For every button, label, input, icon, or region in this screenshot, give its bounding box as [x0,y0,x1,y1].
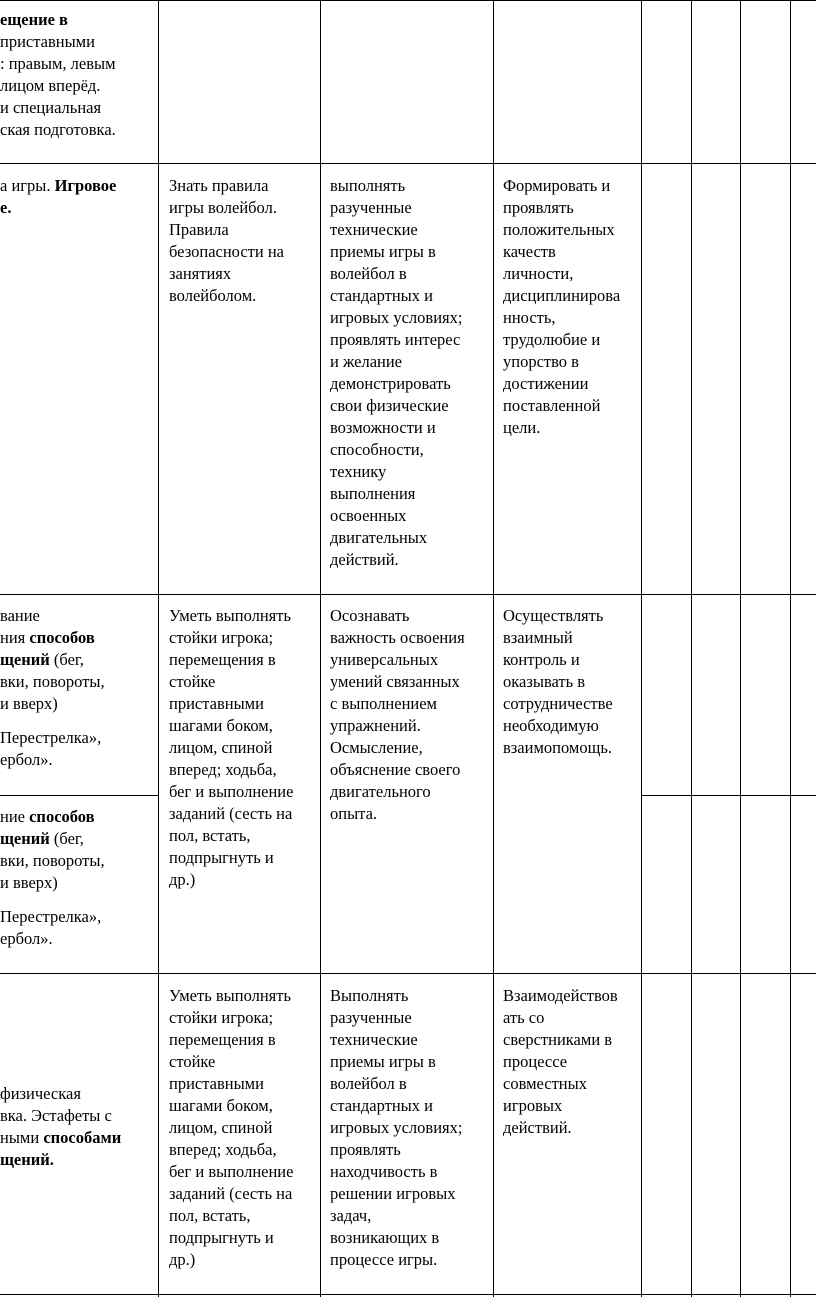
grid-line [0,1294,816,1295]
text-line: цели. [503,418,541,437]
text-line: пол, встать, [169,826,251,845]
text-line [0,671,105,693]
bold-text: способами [43,1128,122,1147]
text-line [0,806,105,828]
text-line [0,693,105,715]
text-segment: лицом вперёд. [0,76,101,95]
text-line: волейбол в [330,264,407,283]
text-line: волейбол в [330,1074,407,1093]
text-line: технику [330,462,387,481]
text-segment: приставными [0,32,95,51]
text-segment: (бег, [49,829,84,848]
text-line: лицом, спиной [169,738,273,757]
text-segment: и специальная [0,98,102,117]
text-line [0,1083,121,1105]
text-line: умений связанных [330,672,460,691]
text-line: заданий (сесть на [169,1184,293,1203]
text-line: приставными [169,1074,264,1093]
text-segment: : правым, левым [0,54,116,73]
bold-text: способов [29,628,95,647]
text-line: достижении [503,374,589,393]
text-line: игровых условиях; [330,308,463,327]
text-line: взаимопомощь. [503,738,612,757]
text-line: заданий (сесть на [169,804,293,823]
bold-text: ещение в [0,10,68,29]
text-line: стойке [169,672,216,691]
row2-topic-cell [0,175,116,219]
text-line: Осмысление, [330,738,423,757]
text-line [0,197,116,219]
grid-line [0,0,816,1]
text-line: Осознавать [330,606,410,625]
text-line: проявлять [330,1140,401,1159]
text-segment: ными [0,1128,44,1147]
text-line: универсальных [330,650,439,669]
text-line: важность освоения [330,628,465,647]
text-line: задач, [330,1206,372,1225]
grid-line [740,0,741,1297]
row2-personal-cell [503,175,620,439]
text-line: упражнений. [330,716,421,735]
text-line: совместных [503,1074,587,1093]
text-line: технические [330,1030,418,1049]
text-segment: ербол». [0,929,53,948]
text-line: контроль и [503,650,580,669]
text-line: Выполнять [330,986,409,1005]
text-line: Осуществлять [503,606,604,625]
text-line: игровых [503,1096,563,1115]
text-line: др.) [169,870,196,889]
grid-line [320,0,321,1297]
text-line: свои физические [330,396,449,415]
row5-topic-cell [0,1083,121,1171]
text-line: бег и выполнение [169,782,294,801]
text-line: объяснение своего [330,760,461,779]
text-line: Уметь выполнять [169,606,291,625]
grid-line [641,0,642,1297]
text-segment: (бег, [49,650,84,669]
text-line: демонстрировать [330,374,451,393]
text-line [0,727,105,749]
text-line: с выполнением [330,694,438,713]
text-line [0,9,116,31]
text-segment: вки, повороты, [0,672,105,691]
text-line [0,119,116,141]
text-line: необходимую [503,716,599,735]
text-line: Формировать и [503,176,611,195]
text-line [0,828,105,850]
text-line [0,53,116,75]
text-line: вперед; ходьба, [169,760,277,779]
text-line: стойки игрока; [169,1008,274,1027]
text-line [0,749,105,771]
text-line [0,1105,121,1127]
text-line: двигательных [330,528,428,547]
text-line [0,97,116,119]
text-line: волейболом. [169,286,257,305]
text-line: шагами боком, [169,1096,273,1115]
row5-skills-cell [330,985,462,1271]
text-line [0,605,105,627]
text-line [0,850,105,872]
text-segment: ербол». [0,750,53,769]
text-segment: физическая [0,1084,81,1103]
text-segment: и вверх) [0,694,58,713]
text-line: шагами боком, [169,716,273,735]
text-line: разученные [330,1008,412,1027]
text-line: стойки игрока; [169,628,274,647]
text-line: возможности и [330,418,436,437]
text-segment: вка. Эстафеты с [0,1106,112,1125]
text-line [0,649,105,671]
grid-line [0,163,816,164]
text-line: нность, [503,308,556,327]
text-line: ать со [503,1008,545,1027]
text-line: игровых условиях; [330,1118,463,1137]
text-line: дисциплинирова [503,286,621,305]
text-line: решении игровых [330,1184,456,1203]
text-line: качеств [503,242,556,261]
text-line [0,31,116,53]
text-line: сверстниками в [503,1030,613,1049]
row3-personal-cell [503,605,613,759]
text-line: трудолюбие и [503,330,601,349]
text-line: возникающих в [330,1228,440,1247]
text-segment: а игры. [0,176,55,195]
bold-text: Игровое [54,176,117,195]
text-line: выполнения [330,484,416,503]
row3-topic-cell [0,605,105,771]
text-line [0,928,105,950]
grid-line [790,0,791,1297]
text-line: безопасности на [169,242,284,261]
text-line [0,1127,121,1149]
text-line: взаимный [503,628,573,647]
text-line: приставными [169,694,264,713]
text-line: сотрудничестве [503,694,613,713]
row5-knowledge-cell [169,985,293,1271]
bold-text: щений [0,829,50,848]
text-line: процессе [503,1052,568,1071]
grid-line [0,795,158,796]
text-line: оказывать в [503,672,586,691]
bold-text: е. [0,198,12,217]
text-line [0,175,116,197]
text-segment: Перестрелка», [0,728,102,747]
text-line: выполнять [330,176,406,195]
row1-topic-cell [0,9,116,141]
text-line: Уметь выполнять [169,986,291,1005]
text-line: подпрыгнуть и [169,848,274,867]
text-line: Взаимодействов [503,986,618,1005]
bold-text: щений. [0,1150,54,1169]
text-line: находчивость в [330,1162,438,1181]
text-line: двигательного [330,782,431,801]
text-line: бег и выполнение [169,1162,294,1181]
text-line: действий. [330,550,399,569]
text-line: перемещения в [169,1030,276,1049]
text-line [0,627,105,649]
grid-line [0,973,816,974]
text-line: разученные [330,198,412,217]
text-line: освоенных [330,506,407,525]
text-segment: ния [0,628,30,647]
row5-personal-cell [503,985,618,1139]
text-line: пол, встать, [169,1206,251,1225]
text-line: действий. [503,1118,572,1137]
text-line [0,872,105,894]
text-line: занятиях [169,264,232,283]
row2-skills-cell [330,175,462,571]
bold-text: щений [0,650,50,669]
text-segment: вки, повороты, [0,851,105,870]
text-line: проявлять [503,198,574,217]
text-line: игры волейбол. [169,198,277,217]
text-line: процессе игры. [330,1250,438,1269]
grid-line [0,594,816,595]
grid-line [493,0,494,1297]
bold-text: способов [29,807,95,826]
text-line: поставленной [503,396,601,415]
text-line: Знать правила [169,176,269,195]
text-segment: ние [0,807,30,826]
grid-line [691,0,692,1297]
row4-topic-cell [0,806,105,950]
text-line: стойке [169,1052,216,1071]
text-line: упорство в [503,352,579,371]
row2-knowledge-cell [169,175,284,307]
text-line: технические [330,220,418,239]
text-line: Правила [169,220,229,239]
text-line: приемы игры в [330,1052,436,1071]
text-line: опыта. [330,804,378,823]
row3-knowledge-cell [169,605,293,891]
text-line: лицом, спиной [169,1118,273,1137]
row3-skills-cell [330,605,465,825]
text-line [0,75,116,97]
text-segment: Перестрелка», [0,907,102,926]
text-line: приемы игры в [330,242,436,261]
text-line: перемещения в [169,650,276,669]
text-line: подпрыгнуть и [169,1228,274,1247]
text-line: положительных [503,220,615,239]
text-line [0,1149,121,1171]
text-line: личности, [503,264,574,283]
text-line: проявлять интерес [330,330,461,349]
text-segment: вание [0,606,40,625]
text-line: стандартных и [330,286,433,305]
text-line [0,906,105,928]
grid-line [158,0,159,1297]
text-line: вперед; ходьба, [169,1140,277,1159]
text-line: и желание [330,352,403,371]
text-line: способности, [330,440,424,459]
text-segment: ская подготовка. [0,120,116,139]
text-line: стандартных и [330,1096,433,1115]
text-line: др.) [169,1250,196,1269]
text-segment: и вверх) [0,873,58,892]
